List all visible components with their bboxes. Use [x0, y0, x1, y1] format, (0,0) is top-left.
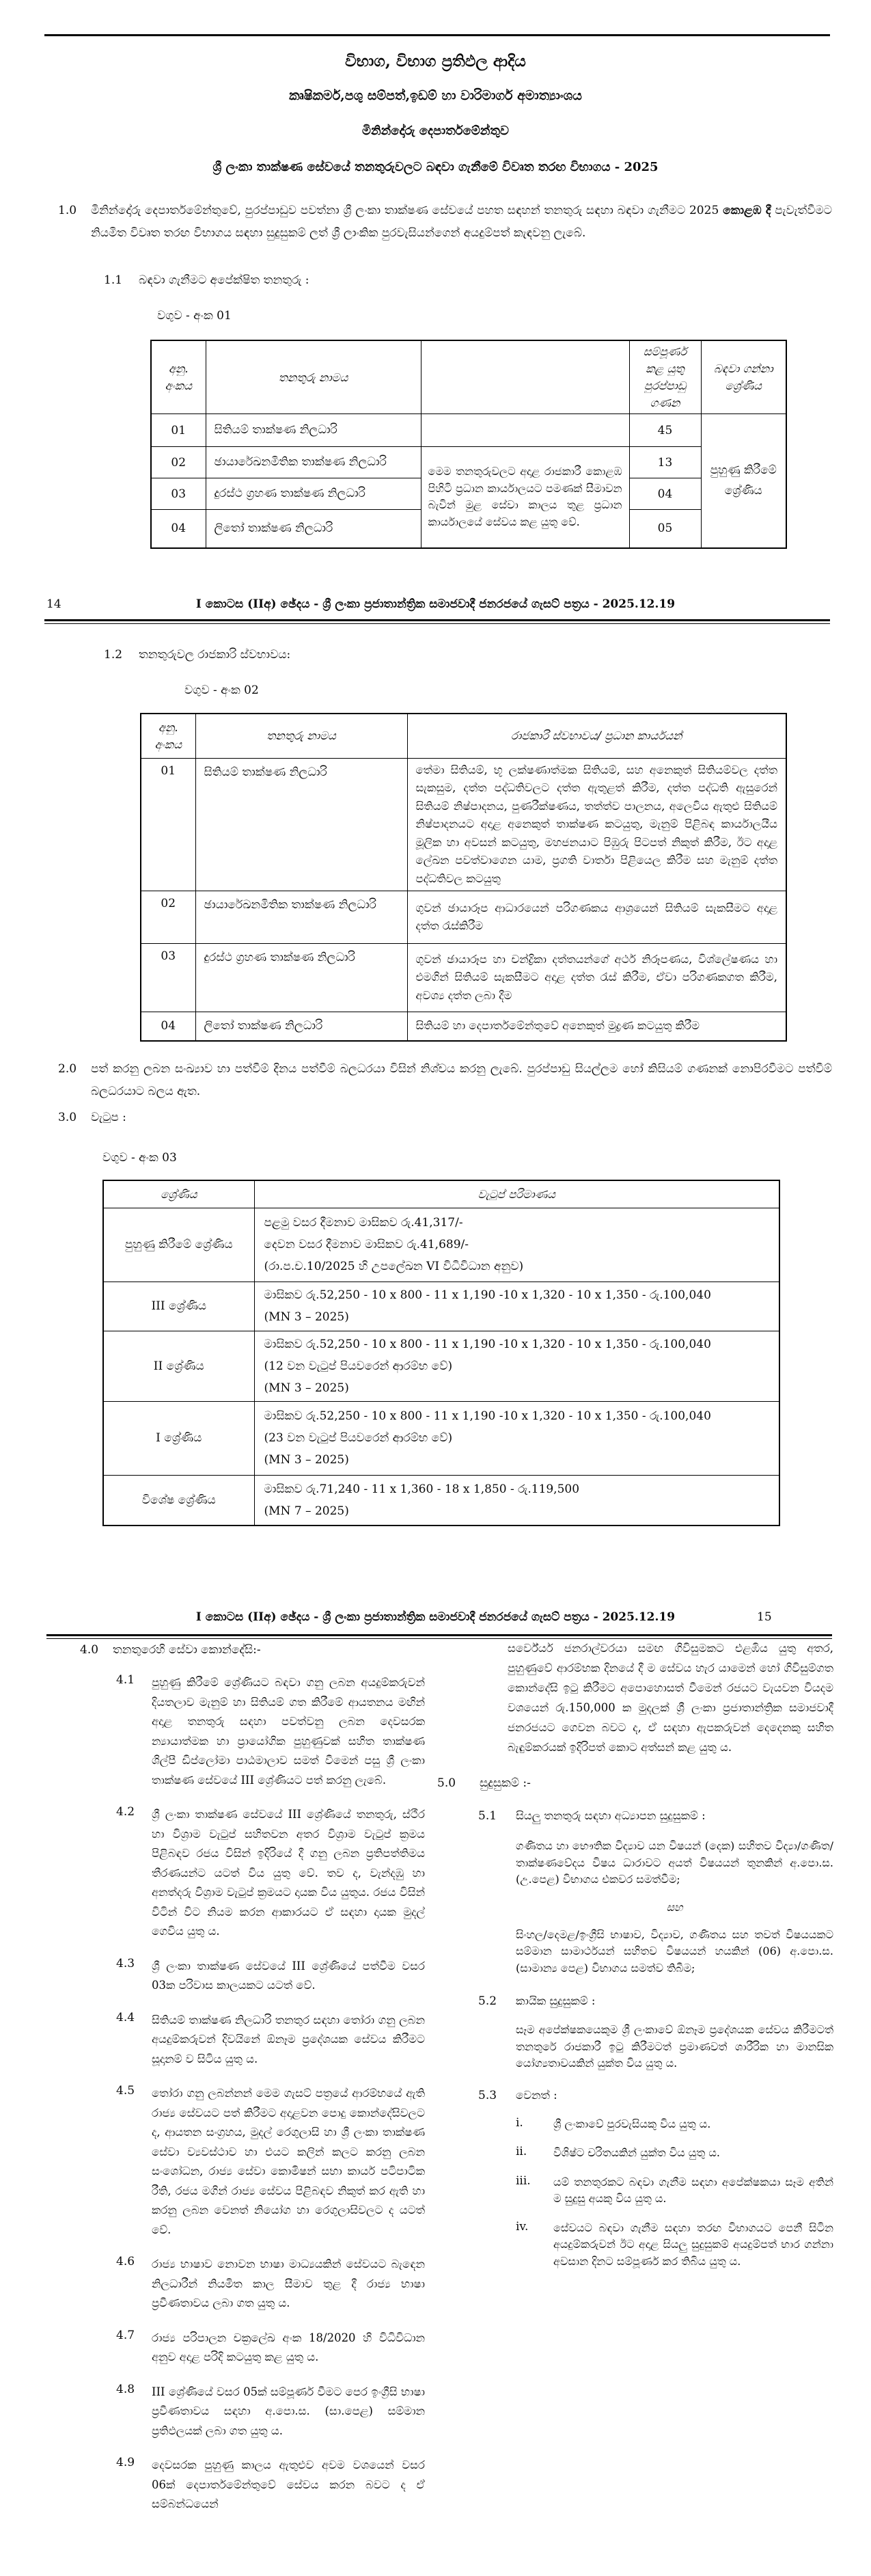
scale-line: මාසිකව රු.52,250 - 10 x 800 - 11 x 1,190 -10 x 1,320 - 10 x 1,350 - රු.100,040	[264, 1409, 711, 1423]
para-4-1	[116, 1673, 425, 1790]
section-4-items	[116, 1673, 425, 2514]
cell-serial: 02	[141, 891, 195, 944]
table-row	[103, 1282, 779, 1331]
cell-serial: 01	[151, 414, 206, 447]
table3-caption: වගුව - අංක 03	[102, 1151, 177, 1165]
other-item-iii	[516, 2174, 833, 2208]
para-text: රාජ්‍ය භාෂාව නොවන භාෂා මාධ්‍යයකින් සේවයට බැඳෙන නිලධාරීන් නියමිත කාල සීමාව තුළ දී රාජ්‍ය භාෂා ප්‍රවීණතාවය ලබා ගත යුතු ය.	[152, 2258, 425, 2309]
other-conditions-list	[516, 2116, 833, 2270]
para-4-9-continuation: සර්වේයර් ජනරාල්වරයා සමඟ ගිවිසුමකට එළඹිය යුතු අතර, පුහුණුවේ ආරම්භක දිනයේ දී ම සේවය හැර යාමෙන් හෝ ගිවිසුම්ගත කොන්දේසි ඉටු කිරීමට අපොහොසත් වීමෙන් රජයට වැයවන වියදම වශයෙන් රු.150,000 ක මුදලක් ශ්‍රී ලංකා ප්‍රජාතාන්ත්‍රික සමාජවාදී ජනරජයට ගෙවන බවට ද, ඒ සඳහා ඇපකරුවන් දෙදෙනකු සහිත බැඳුම්කරයක් ඉදිරිපත් කොට අත්සන් කළ යුතු ය.	[508, 1642, 833, 1754]
left-column	[68, 1643, 425, 2576]
para-number: 4.4	[116, 2010, 135, 2024]
header-rule-thin	[44, 623, 830, 624]
cell-post: සිතියම් තාක්ෂණ නිලධාරි	[206, 414, 421, 447]
col-header-serial: අනු. අංකය	[141, 714, 195, 758]
col-header-scale: වැටුප් පරිමාණය	[254, 1180, 779, 1208]
para-number: 1.1	[104, 273, 123, 287]
col-header-vacancies: සම්පූර්ණ කළ යුතු පුරප්පාඩු ගණන	[629, 340, 701, 414]
cell-duties: ගුවන් ඡායාරූප ආධාරයෙන් පරිගණකය ආශ්‍රයෙන් සිතියම් සැකසීමට අදාළ දත්ත රැස්කිරීම	[407, 891, 786, 944]
cell-serial: 02	[151, 447, 206, 478]
para-text: තනතුරෙහි සේවා කොන්දේසි:-	[113, 1643, 261, 1657]
scale-line: (MN 3 – 2025)	[264, 1381, 349, 1395]
scale-line: (23 වන වැටුප් පියවරෙන් ආරම්භ වේ)	[264, 1431, 453, 1445]
item-number: iii.	[516, 2173, 531, 2188]
department-title: මිනින්දෝරු දෙපාර්තමේන්තුව	[362, 124, 509, 138]
edu-qualification-ol: සිංහල/දෙමළ/ඉංග්‍රීසි භාෂාව, විද්‍යාව, ගණිතය සහ තවත් විෂයයකට සම්මාන සාමාර්ථයන් සහිතව විෂයයන් හයකින් (06) අ.පො.ස. (සාමාන්‍ය පෙළ) විභාගය සමත්ව තිබීම;	[516, 1927, 833, 1975]
table2-caption: වගුව - අංක 02	[184, 683, 259, 697]
other-item-iv	[516, 2220, 833, 2270]
scale-line: (12 වන වැටුප් පියවරෙන් ආරම්භ වේ)	[264, 1359, 453, 1373]
para-number: 4.3	[116, 1956, 135, 1970]
other-item-i	[516, 2116, 833, 2133]
cell-office-note: මෙම තනතුරුවලට අදාළ රාජකාරී කොළඹ පිහිටි ප්‍රධාන කාර්යාලයට පමණක් සීමාවන බැවින් මුළ සේවා කාලය තුළ ප්‍රධාන කාර්යාලයේ සේවය කළ යුතු වේ.	[421, 447, 629, 548]
page-number: 15	[757, 1610, 772, 1624]
para-number: 2.0	[58, 1062, 77, 1076]
cell-duties: සිතියම් හා දෙපාර්තමේන්තුවේ අනෙකුත් මුද්‍රණ කටයුතු කිරීම	[407, 1012, 786, 1041]
table-row	[103, 1401, 779, 1475]
scale-line: (MN 7 – 2025)	[264, 1504, 349, 1518]
cell-serial: 03	[151, 478, 206, 510]
scale-line: (MN 3 – 2025)	[264, 1310, 349, 1324]
cell-count: 45	[629, 414, 701, 447]
cell-scale	[254, 1282, 779, 1331]
cell-empty	[421, 414, 629, 447]
col-header-post: තනතුරු නාමය	[195, 714, 407, 758]
header-rule-thick	[46, 1634, 832, 1636]
cell-post: ඡායාරේඛනමිතික තාක්ෂණ නිලධාරි	[206, 447, 421, 478]
para-text: තෝරා ගනු ලබන්නන් මෙම ගැසට් පත්‍රයේ ආරම්භයේ ඇති රාජ්‍ය සේවයට පත් කිරීමට අදාළවන පොදු කොන්දේසිවලට ද, ආයතන සංග්‍රහය, මුදල් රෙගුලාසි හා ශ්‍රී ලංකා තාක්ෂණ සේවා ව්‍යවස්ථාව හා එයට කලින් කලට කරනු ලබන සංශෝධන, රාජ්‍ය සේවා කොමිෂන් සභා කාර්ය පටිපාටික රීති, රජය මගින් රාජ්‍ය සේවය පිළිබඳව නිකුත් කර ඇති හා කරනු ලබන වෙනත් නියෝග හා රෙගුලාසිවලට ද යටත් වේ.	[152, 2087, 425, 2236]
cell-duties: තේමා සිතියම්, භූ ලක්ෂණාත්මක සිතියම්, සහ අනෙකුත් සිතියම්වල දත්ත සැකසුම, දත්ත පද්ධතිවලට දත්ත ඇතුළත් කිරීම, දත්ත පද්ධති ඇසුරෙන් සිතියම් නිෂ්පාදනය, පුණරීක්ෂණය, තත්ත්ව පාලනය, අලෙවිය ඇතුළු සිතියම් නිෂ්පාදනයට අදාළ අනෙකුත් තාක්ෂණ කටයුතු, මැනුම් පිළිබඳ කාර්යාලයීය මූලික හා අවසන් කටයුතු, මහජනයාට පිඹුරු පිටපත් නිකුත් කිරීම, ඊට අදාළ ලේඛන පවත්වාගෙන යාම, ප්‍රගති වාර්තා පිළියෙල කිරීම සහ මැනුම් දත්ත පද්ධතිවල කටයුතු	[407, 758, 786, 891]
table-header-row	[103, 1180, 779, 1208]
para-text: III ශ්‍රේණියේ වසර 05ක් සම්පූර්ණ වීමට පෙර ඉංග්‍රීසි භාෂා ප්‍රවීණතාවය සඳහා අ.පො.ස. (සා.පෙළ) සම්මාන ප්‍රතිඵලයක් ලබා ගත යුතු ය.	[152, 2385, 425, 2437]
para-text: බඳවා ගැනීමට අපේක්ෂිත තනතුරු :	[139, 273, 309, 287]
para-text-pre: මිනින්දෝරු දෙපාර්තමේන්තුවේ, පුරප්පාඩුව පවත්නා ශ්‍රී ලංකා තාක්ෂණ සේවයේ පහත සඳහන් තනතුරු සඳහා බඳවා ගැනීමට 2025	[91, 204, 723, 217]
cell-scale	[254, 1208, 779, 1282]
para-text: වැටුප :	[91, 1111, 126, 1124]
cell-post: ලිතෝ තාක්ෂණ නිලධාරි	[195, 1012, 407, 1041]
table-row	[141, 758, 786, 891]
cell-post: සිතියම් තාක්ෂණ නිලධාරි	[195, 758, 407, 891]
item-text: විශිෂ්ට චරිතයකින් යුක්ත විය යුතු ය.	[553, 2146, 720, 2159]
cell-grade: විශේෂ ශ්‍රේණිය	[103, 1475, 254, 1526]
cell-grade: පුහුණු කිරීමේ ශ්‍රේණිය	[103, 1208, 254, 1282]
scale-line: මාසිකව රු.71,240 - 11 x 1,360 - 18 x 1,850 - රු.119,500	[264, 1482, 580, 1496]
cell-duties: ගුවන් ඡායාරූප හා චන්ද්‍රිකා දත්තයන්ගේ අර්ථ නිරූපණය, විශ්ලේෂණය හා එමගින් සිතියම් සැකසීමට අදාළ දත්ත රැස් කිරීම, ඒවා පරිගණකගත කිරීම, අවශ්‍ය දත්ත ලබා දීම	[407, 944, 786, 1012]
para-number: 1.2	[104, 648, 123, 662]
para-text-bold: කොළඹ දී	[723, 204, 771, 217]
para-1-1	[104, 273, 787, 287]
scale-line: (රා.ප.ච.10/2025 හි උපලේඛන VI විධිවිධාන අනුව)	[264, 1260, 524, 1273]
cell-grade: II ශ්‍රේණිය	[103, 1331, 254, 1401]
cell-count: 13	[629, 447, 701, 478]
table1-caption: වගුව - අංක 01	[157, 309, 232, 323]
table-header-row	[141, 714, 786, 758]
item-number: iv.	[516, 2219, 529, 2234]
para-number: 4.1	[116, 1673, 135, 1687]
scale-line: පළමු වසර දීමනාව මාසිකව රු.41,317/-	[264, 1216, 463, 1230]
table-row	[151, 447, 786, 478]
notice-title: ශ්‍රී ලංකා තාක්ෂණ සේවයේ තනතුරුවලට බඳවා ගැනීමේ විවෘත තරඟ විභාගය - 2025	[212, 160, 659, 174]
item-text: ශ්‍රී ලංකාවේ පුරවැසියකු විය යුතු ය.	[553, 2117, 711, 2130]
scale-line: දෙවන වසර දීමනාව මාසිකව රු.41,689/-	[264, 1238, 469, 1251]
duties-table	[140, 713, 787, 1042]
col-header-post: තනතුරු නාමය	[206, 340, 421, 414]
table-header-row	[151, 340, 786, 414]
item-text: සේවයට බඳවා ගැනීම සඳහා තරඟ විභාගයට පෙනී සිටින අයදුම්කරුවන් ඊට අදාළ සියලු සුදුසුකම් අයදුම්පත් භාර ගන්නා අවසාන දිනට සම්පූර්ණ කර තිබිය යුතු ය.	[553, 2221, 833, 2268]
col-header-serial: අනු. අංකය	[151, 340, 206, 414]
table-row	[103, 1208, 779, 1282]
scale-line: මාසිකව රු.52,250 - 10 x 800 - 11 x 1,190 -10 x 1,320 - 10 x 1,350 - රු.100,040	[264, 1337, 711, 1351]
cell-serial: 01	[141, 758, 195, 891]
cell-grade: I ශ්‍රේණිය	[103, 1401, 254, 1475]
running-header: I කොටස (IIඅ) ඡේදය - ශ්‍රී ලංකා ප්‍රජාතාන්ත්‍රික සමාජවාදී ජනරජයේ ගැසට් පත්‍රය - 2025.12.19	[195, 1610, 676, 1624]
section-5-3	[478, 2089, 833, 2102]
section-5-1	[478, 1809, 833, 1823]
table-row	[141, 891, 786, 944]
para-number: 4.7	[116, 2328, 135, 2342]
para-text: ශ්‍රී ලංකා තාක්ෂණ සේවයේ III ශ්‍රේණියේ පත්වීම වසර 03ක පරිවාස කාලයකට යටත් වේ.	[152, 1959, 425, 1992]
scale-line: මාසිකව රු.52,250 - 10 x 800 - 11 x 1,190 -10 x 1,320 - 10 x 1,350 - රු.100,040	[264, 1288, 711, 1302]
para-number: 4.6	[116, 2255, 135, 2268]
col-header-grade: ශ්‍රේණිය	[103, 1180, 254, 1208]
para-text: තනතුරුවල රාජකාරි ස්වභාවය:	[139, 648, 291, 662]
col-header-blank	[421, 340, 629, 414]
table-row	[103, 1331, 779, 1401]
table-row	[141, 1012, 786, 1041]
para-text: සියලු තනතුරු සඳහා අධ්‍යාපන සුදුසුකම් :	[516, 1809, 706, 1822]
edu-qualification-al: ගණිතය හා භෞතික විද්‍යාව යන විෂයන් (දෙක) සහිතව විද්‍යා/ගණිත/තාක්ෂණවේදය විෂය ධාරාවට අයත් විෂයයන් තුනකින් අ.පො.ස. (උ.පෙළ) විභාගය එකවර සමත්වීම;	[516, 1839, 833, 1886]
section-5-0	[437, 1776, 833, 1790]
para-4-6	[116, 2255, 425, 2314]
cell-post: ඡායාරේඛනමිතික තාක්ෂණ නිලධාරි	[195, 891, 407, 944]
other-item-ii	[516, 2145, 833, 2162]
running-header: I කොටස (IIඅ) ඡේදය - ශ්‍රී ලංකා ප්‍රජාතාන්ත්‍රික සමාජවාදී ජනරජයේ ගැසට් පත්‍රය - 2025.12.19	[195, 597, 676, 611]
cell-scale	[254, 1331, 779, 1401]
ministry-title: කෘෂිකර්ම,පශු සම්පත්,ඉඩම් හා වාරිමාර්ග අමාත්‍යාංශය	[289, 88, 582, 103]
table-row	[151, 414, 786, 447]
cell-post: දුරස්ථ ග්‍රහණ තාක්ෂණ නිලධාරි	[195, 944, 407, 1012]
para-number: 4.5	[116, 2084, 135, 2098]
cell-recruit-grade: පුහුණු කිරීමේ ශ්‍රේණිය	[701, 414, 786, 548]
para-text: ශ්‍රී ලංකා තාක්ෂණ සේවයේ III ශ්‍රේණියේ තනතුරු, ස්ථීර හා විශ්‍රාම වැටුප් සහිතවන අතර විශ්‍රාම වැටුප් ක්‍රමය පිළිබඳව රජය විසින් ඉදිරියේ දී ගනු ලබන ප්‍රතිපත්තිමය තීරණයන්ට යටත් විය යුතු වේ. තව ද, වැන්දඹු හා අනත්දරු විශ්‍රාම වැටුප් ක්‍රමයට දායක විය යුතුය. රජය විසින් විටින් විට නියම කරන ආකාරයට ඒ සඳහා දායක මුදල් ගෙවිය යුතු ය.	[152, 1808, 425, 1938]
item-number: ii.	[516, 2145, 527, 2158]
vacancies-table	[150, 340, 787, 549]
salary-table	[102, 1180, 780, 1526]
cell-count: 05	[629, 510, 701, 548]
and-word: සහ	[666, 1900, 683, 1914]
table-row	[141, 944, 786, 1012]
para-number: 3.0	[58, 1111, 77, 1124]
para-4-3	[116, 1957, 425, 1996]
col-header-duties: රාජකාරි ස්වභාවය/ ප්‍රධාන කාර්යයන්	[407, 714, 786, 758]
para-4-9	[116, 2456, 425, 2514]
cell-serial: 04	[141, 1012, 195, 1041]
item-number: i.	[516, 2115, 523, 2130]
para-number: 5.1	[478, 1809, 497, 1823]
para-number: 5.2	[478, 1994, 497, 2008]
para-text: වෙනත් :	[516, 2088, 557, 2102]
cell-scale	[254, 1475, 779, 1526]
cell-serial: 04	[151, 510, 206, 548]
cell-scale	[254, 1401, 779, 1475]
para-number: 4.8	[116, 2382, 135, 2396]
right-column	[437, 1638, 833, 2576]
para-4-2	[116, 1805, 425, 1942]
para-number: 4.9	[116, 2456, 135, 2469]
para-text: කායික සුදුසුකම් :	[516, 1994, 596, 2007]
para-text: සිතියම් තාක්ෂණ නිලධාරි තනතුර සඳහා තෝරා ගනු ලබන අයදුම්කරුවන් දිවයිනේ ඕනෑම ප්‍රදේශයක සේවය කිරීමට සූදානම් ව සිටිය යුතු ය.	[152, 2013, 425, 2065]
para-text: සුදුසුකම් :-	[480, 1776, 531, 1790]
para-text	[91, 200, 832, 245]
cell-grade: III ශ්‍රේණිය	[103, 1282, 254, 1331]
page-number: 14	[46, 597, 61, 611]
para-3-0	[58, 1111, 741, 1124]
physical-fitness-par: සෑම අපේක්ෂකයෙකුම ශ්‍රී ලංකාවේ ඕනෑම ප්‍රදේශයක සේවය කිරීමටත් තනතුරේ රාජකාරී ඉටු කිරීමටත් ප්‍රමාණවත් ශාරීරික හා මානසික යෝග්‍යතාවයකින් යුක්ත විය යුතු ය.	[516, 2023, 833, 2070]
col-header-grade: බඳවා ගන්නා ශ්‍රේණිය	[701, 340, 786, 414]
section-title: විභාග, විභාග ප්‍රතිඵල ආදිය	[345, 52, 526, 70]
para-text: පුහුණු කිරීමේ ශ්‍රේණියට බඳවා ගනු ලබන අයදුම්කරුවන් දියතලාව මැනුම් හා සිතියම් ගත කිරීමේ ආයතනය මඟින් අදාළ තනතුරු සඳහා පවත්වනු ලබන දෙවසරක න්‍යායාත්මක හා ප්‍රායෝගික පුහුණුවක් සහිත තාක්ෂණ ශිල්පී ඩිප්ලෝමා පාඨමාලාව සමත් වීමෙන් පසු ශ්‍රී ලංකා තාක්ෂණ සේවයේ III ශ්‍රේණියට පත් කරනු ලැබේ.	[152, 1676, 425, 1787]
scale-line: (MN 3 – 2025)	[264, 1453, 349, 1467]
para-4-7	[116, 2329, 425, 2368]
para-1-2	[104, 648, 787, 662]
item-text: යම් තනතුරකට බඳවා ගැනීම සඳහා අපේක්ෂකයා සෑම අතින් ම සුදුසු අයකු විය යුතු ය.	[553, 2175, 833, 2205]
para-4-8	[116, 2383, 425, 2441]
para-number: 4.0	[80, 1643, 99, 1657]
cell-post: ලිතෝ තාක්ෂණ නිලධාරි	[206, 510, 421, 548]
para-text: දෙවසරක පුහුණු කාලය ඇතුළුව අවම වශයෙන් වසර 06ක් දෙපාර්තමේන්තුවේ සේවය කරන බවට ද ඒ සම්බන්ධයෙන්	[152, 2458, 425, 2510]
para-number: 5.0	[437, 1776, 456, 1790]
para-number: 5.3	[478, 2088, 497, 2102]
para-number: 1.0	[58, 204, 77, 217]
para-4-4	[116, 2011, 425, 2070]
cell-count: 04	[629, 478, 701, 510]
section-5-2	[478, 1994, 833, 2008]
table-row	[103, 1475, 779, 1526]
cell-post: දුරස්ථ ග්‍රහණ තාක්ෂණ නිලධාරි	[206, 478, 421, 510]
para-text-post: පැවැත්වීමට නියමිත විවෘත තරඟ විභාගය සඳහා සුදුසුකම් ලත් ශ්‍රී ලාංකික පුරවැසියන්ගෙන් අයදුම්පත් කැඳවනු ලැබේ.	[91, 204, 832, 240]
para-number: 4.2	[116, 1805, 135, 1819]
para-4-5	[116, 2084, 425, 2240]
top-rule	[44, 34, 830, 36]
header-rule-thick	[44, 619, 830, 621]
para-1-0	[58, 200, 832, 245]
section-4-0	[80, 1643, 425, 1657]
para-2-0	[58, 1058, 832, 1103]
cell-serial: 03	[141, 944, 195, 1012]
para-text: රාජ්‍ය පරිපාලන චක්‍රලේඛ අංක 18/2020 හි විධිවිධාන අනුව අදාළ පරිදි කටයුතු කළ යුතු ය.	[152, 2331, 425, 2363]
para-text: පත් කරනු ලබන සංඛ්‍යාව හා පත්වීම් දිනය පත්වීම් බලධරයා විසින් නිශ්චය කරනු ලැබේ. පුරප්පාඩු සියල්ලම හෝ කිසියම් ගණනක් නොපිරවීමට පත්වීම් බලධරයාට බලය ඇත.	[91, 1062, 832, 1098]
